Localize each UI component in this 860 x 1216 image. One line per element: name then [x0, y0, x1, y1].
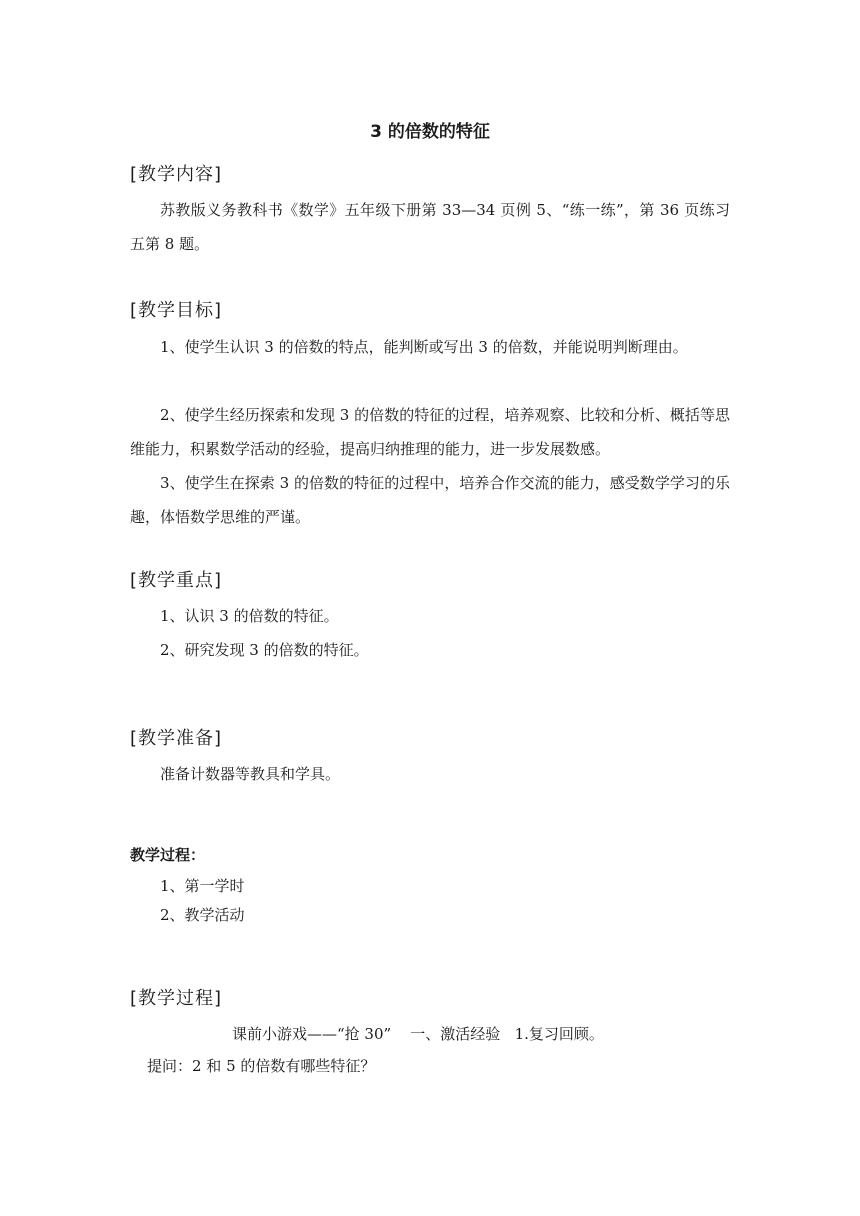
section-heading-process: [教学过程]	[130, 988, 223, 1009]
process-item-1: 1、第一学时	[160, 877, 245, 895]
process-item-2: 2、教学活动	[160, 906, 245, 924]
process-line-2: 提问：2 和 5 的倍数有哪些特征？	[147, 1057, 376, 1075]
goal-item-2: 2、使学生经历探索和发现 3 的倍数的特征的过程，培养观察、比较和分析、概括等思维能力，积累数学活动的经验，提高归纳推理的能力，进一步发展数感。	[130, 406, 730, 458]
process-line-1: 课前小游戏——“抢 30” 一、激活经验 1.复习回顾。	[232, 1025, 604, 1043]
goal-item-1: 1、使学生认识 3 的倍数的特点，能判断或写出 3 的倍数，并能说明判断理由。	[160, 338, 688, 356]
prep-paragraph: 准备计数器等教具和学具。	[160, 765, 341, 783]
section-heading-content: [教学内容]	[130, 164, 223, 185]
section-heading-goals: [教学目标]	[130, 300, 223, 321]
keypoint-item-1: 1、认识 3 的倍数的特征。	[160, 607, 339, 625]
content-paragraph: 苏教版义务教科书《数学》五年级下册第 33—34 页例 5、“练一练”，第 36 页练习五第 8 题。	[130, 201, 730, 253]
section-heading-prep: [教学准备]	[130, 728, 223, 749]
keypoint-item-2: 2、研究发现 3 的倍数的特征。	[160, 641, 369, 659]
document-title: 3 的倍数的特征	[370, 122, 490, 142]
process-subheading: 教学过程：	[130, 846, 206, 864]
section-heading-keypoints: [教学重点]	[130, 570, 223, 591]
goal-item-3: 3、使学生在探索 3 的倍数的特征的过程中，培养合作交流的能力，感受数学学习的乐趣，体悟数学思维的严谨。	[130, 474, 730, 526]
